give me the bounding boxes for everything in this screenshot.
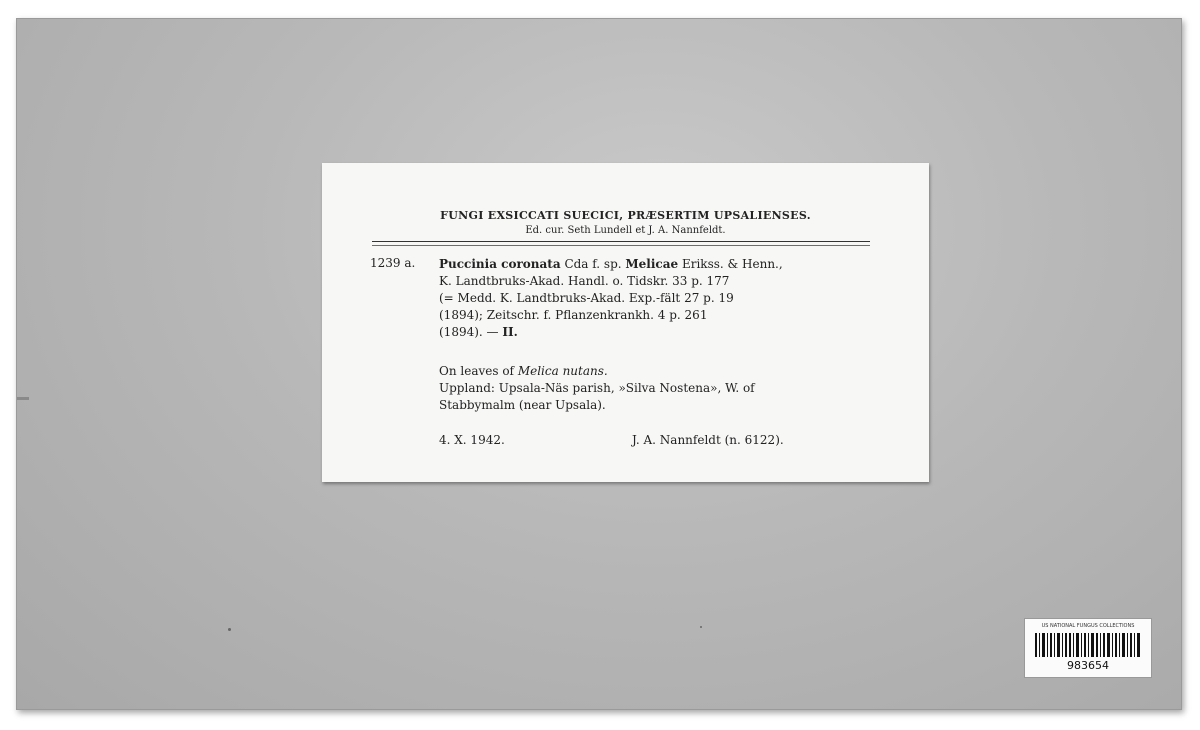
- host-prefix: On leaves of: [439, 364, 518, 378]
- barcode-caption: US NATIONAL FUNGUS COLLECTIONS: [1041, 623, 1135, 629]
- locality-line-1: Uppland: Upsala-Näs parish, »Silva Nostena», W. of: [439, 381, 755, 395]
- species-authority: Cda f. sp.: [560, 257, 626, 271]
- dust-speck: [700, 626, 702, 628]
- divider-rule: [372, 241, 870, 242]
- species-name: Puccinia coronata: [439, 257, 561, 271]
- specimen-label: [322, 163, 929, 482]
- barcode-number: 983654: [1067, 659, 1109, 672]
- editors-line: Ed. cur. Seth Lundell et J. A. Nannfeldt.: [525, 225, 726, 236]
- collector: J. A. Nannfeldt (n. 6122).: [632, 433, 784, 447]
- citation-line-5: (1894). —: [439, 325, 503, 339]
- exsiccata-number: 1239 a.: [370, 256, 416, 270]
- divider-rule-thin: [372, 245, 870, 246]
- host-line: [439, 363, 871, 380]
- species-citation: [439, 256, 871, 341]
- series-title: FUNGI EXSICCATI SUECICI, PRÆSERTIM UPSALIENSES.: [440, 209, 811, 222]
- forma-specialis: Melicae: [625, 257, 679, 271]
- citation-line-2: K. Landtbruks-Akad. Handl. o. Tidskr. 33 p. 177: [439, 274, 730, 288]
- spore-stage: II.: [502, 325, 518, 339]
- dust-speck: [228, 628, 231, 631]
- host-name: Melica nutans.: [517, 364, 608, 378]
- collection-date: 4. X. 1942.: [439, 433, 505, 447]
- forma-authority: Erikss. & Henn.,: [678, 257, 783, 271]
- locality-line-2: Stabbymalm (near Upsala).: [439, 398, 606, 412]
- citation-line-3: (= Medd. K. Landtbruks-Akad. Exp.-fält 27 p. 19: [439, 291, 734, 305]
- barcode-bars: [1035, 633, 1141, 657]
- citation-line-4: (1894); Zeitschr. f. Pflanzenkrankh. 4 p. 261: [439, 308, 708, 322]
- barcode-label: [1024, 618, 1152, 678]
- locality: [439, 380, 871, 414]
